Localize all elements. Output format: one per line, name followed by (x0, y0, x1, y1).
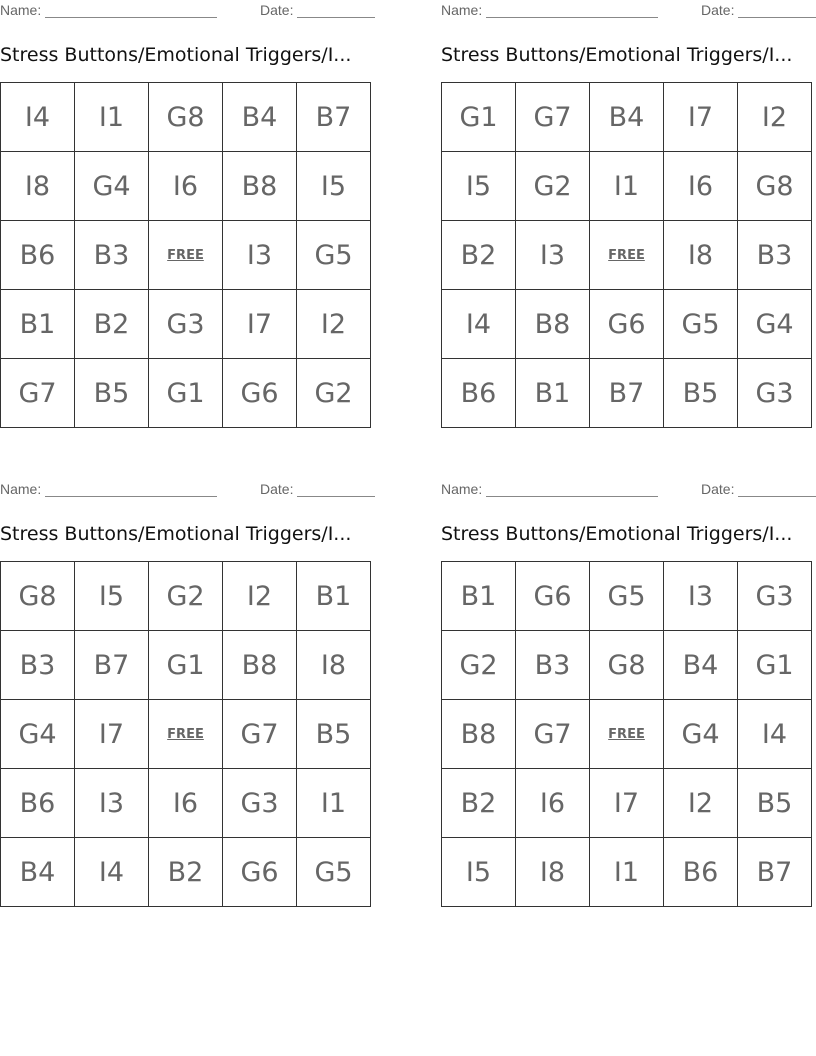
bingo-cell: I5 (442, 838, 516, 907)
name-label: Name: (0, 481, 42, 497)
bingo-card (0, 479, 375, 919)
bingo-cell: G6 (516, 562, 590, 631)
bingo-cell: I6 (149, 769, 223, 838)
bingo-grid (0, 82, 371, 428)
bingo-cell: G7 (516, 700, 590, 769)
bingo-cell: B1 (442, 562, 516, 631)
bingo-grid (441, 82, 812, 428)
bingo-cell: I6 (664, 152, 738, 221)
bingo-cell: G8 (738, 152, 812, 221)
name-label: Name: (0, 2, 42, 18)
bingo-cell: B8 (516, 290, 590, 359)
bingo-cell: B5 (738, 769, 812, 838)
bingo-cell: I8 (297, 631, 371, 700)
card-title: Stress Buttons/Emotional Triggers/I... (0, 523, 352, 545)
name-date-row (441, 481, 816, 497)
bingo-cell: B2 (149, 838, 223, 907)
card-title: Stress Buttons/Emotional Triggers/I... (441, 523, 793, 545)
name-blank-line (486, 496, 658, 497)
bingo-grid (0, 561, 371, 907)
bingo-cell: B6 (664, 838, 738, 907)
bingo-cell: G5 (297, 838, 371, 907)
bingo-cell: I5 (75, 562, 149, 631)
bingo-cell: I2 (664, 769, 738, 838)
bingo-cell: I3 (223, 221, 297, 290)
bingo-cell: B7 (297, 83, 371, 152)
bingo-cell: I6 (516, 769, 590, 838)
bingo-cell: G3 (149, 290, 223, 359)
bingo-cell: I7 (590, 769, 664, 838)
bingo-cell: I4 (75, 838, 149, 907)
bingo-cell: G6 (223, 359, 297, 428)
bingo-cell: G5 (590, 562, 664, 631)
bingo-cell: I1 (297, 769, 371, 838)
bingo-cell: I6 (149, 152, 223, 221)
bingo-cell: B2 (442, 769, 516, 838)
bingo-cell: I1 (75, 83, 149, 152)
bingo-cell: G8 (149, 83, 223, 152)
date-label: Date: (260, 481, 294, 497)
bingo-cell: B3 (516, 631, 590, 700)
bingo-cell: B8 (223, 631, 297, 700)
date-label: Date: (701, 481, 735, 497)
bingo-grid (441, 561, 812, 907)
name-blank-line (486, 17, 658, 18)
bingo-cell: G8 (590, 631, 664, 700)
bingo-cell: B1 (516, 359, 590, 428)
bingo-cell: G6 (223, 838, 297, 907)
bingo-cell: B8 (442, 700, 516, 769)
bingo-cell: B7 (75, 631, 149, 700)
bingo-cell: G1 (442, 83, 516, 152)
bingo-cell: B1 (297, 562, 371, 631)
bingo-cell: I3 (664, 562, 738, 631)
bingo-cell: G6 (590, 290, 664, 359)
bingo-cell: I4 (1, 83, 75, 152)
date-blank-line (297, 496, 375, 497)
bingo-cell: I8 (516, 838, 590, 907)
bingo-cell: B7 (590, 359, 664, 428)
bingo-cell: G4 (1, 700, 75, 769)
bingo-cell: I7 (223, 290, 297, 359)
bingo-cell: B3 (1, 631, 75, 700)
bingo-cell: B4 (664, 631, 738, 700)
bingo-cell: I2 (223, 562, 297, 631)
bingo-cell: G1 (738, 631, 812, 700)
bingo-cell: B2 (75, 290, 149, 359)
bingo-cell: G7 (1, 359, 75, 428)
bingo-cell: B2 (442, 221, 516, 290)
bingo-cell: I4 (738, 700, 812, 769)
free-space-cell: FREE (149, 221, 223, 290)
bingo-cell: G8 (1, 562, 75, 631)
bingo-cell: G7 (516, 83, 590, 152)
bingo-cell: I5 (297, 152, 371, 221)
bingo-cell: B4 (223, 83, 297, 152)
bingo-cell: B8 (223, 152, 297, 221)
bingo-cell: G5 (664, 290, 738, 359)
bingo-cell: G3 (738, 359, 812, 428)
bingo-cell: I8 (1, 152, 75, 221)
bingo-cell: I1 (590, 152, 664, 221)
bingo-cell: B3 (75, 221, 149, 290)
date-blank-line (297, 17, 375, 18)
name-label: Name: (441, 2, 483, 18)
free-space-cell: FREE (590, 700, 664, 769)
bingo-cell: I7 (75, 700, 149, 769)
bingo-cell: B5 (297, 700, 371, 769)
card-title: Stress Buttons/Emotional Triggers/I... (441, 44, 793, 66)
bingo-cell: B4 (590, 83, 664, 152)
bingo-cell: I3 (516, 221, 590, 290)
bingo-cell: I1 (590, 838, 664, 907)
date-label: Date: (701, 2, 735, 18)
name-date-row (0, 2, 375, 18)
bingo-card (0, 0, 375, 440)
free-space-cell: FREE (590, 221, 664, 290)
bingo-cell: G4 (664, 700, 738, 769)
date-label: Date: (260, 2, 294, 18)
bingo-cell: G2 (297, 359, 371, 428)
date-blank-line (738, 17, 816, 18)
card-title: Stress Buttons/Emotional Triggers/I... (0, 44, 352, 66)
name-date-row (0, 481, 375, 497)
bingo-cell: I3 (75, 769, 149, 838)
bingo-cell: G4 (738, 290, 812, 359)
name-blank-line (45, 496, 217, 497)
bingo-cell: I4 (442, 290, 516, 359)
name-date-row (441, 2, 816, 18)
bingo-cell: B6 (1, 769, 75, 838)
bingo-cell: G1 (149, 359, 223, 428)
bingo-cell: B5 (664, 359, 738, 428)
bingo-cell: I7 (664, 83, 738, 152)
bingo-cell: B5 (75, 359, 149, 428)
bingo-card (441, 479, 816, 919)
free-space-cell: FREE (149, 700, 223, 769)
bingo-cell: G7 (223, 700, 297, 769)
bingo-cell: G3 (738, 562, 812, 631)
name-blank-line (45, 17, 217, 18)
bingo-cell: B3 (738, 221, 812, 290)
bingo-cell: B4 (1, 838, 75, 907)
bingo-cell: B1 (1, 290, 75, 359)
bingo-cell: G3 (223, 769, 297, 838)
bingo-cell: G2 (149, 562, 223, 631)
name-label: Name: (441, 481, 483, 497)
bingo-cell: B6 (442, 359, 516, 428)
bingo-cell: I5 (442, 152, 516, 221)
bingo-cell: B6 (1, 221, 75, 290)
bingo-cell: I8 (664, 221, 738, 290)
bingo-cell: G4 (75, 152, 149, 221)
bingo-cell: B7 (738, 838, 812, 907)
bingo-cell: I2 (297, 290, 371, 359)
bingo-cell: G5 (297, 221, 371, 290)
bingo-cell: G1 (149, 631, 223, 700)
bingo-cell: G2 (442, 631, 516, 700)
date-blank-line (738, 496, 816, 497)
bingo-cell: G2 (516, 152, 590, 221)
bingo-card (441, 0, 816, 440)
bingo-cell: I2 (738, 83, 812, 152)
